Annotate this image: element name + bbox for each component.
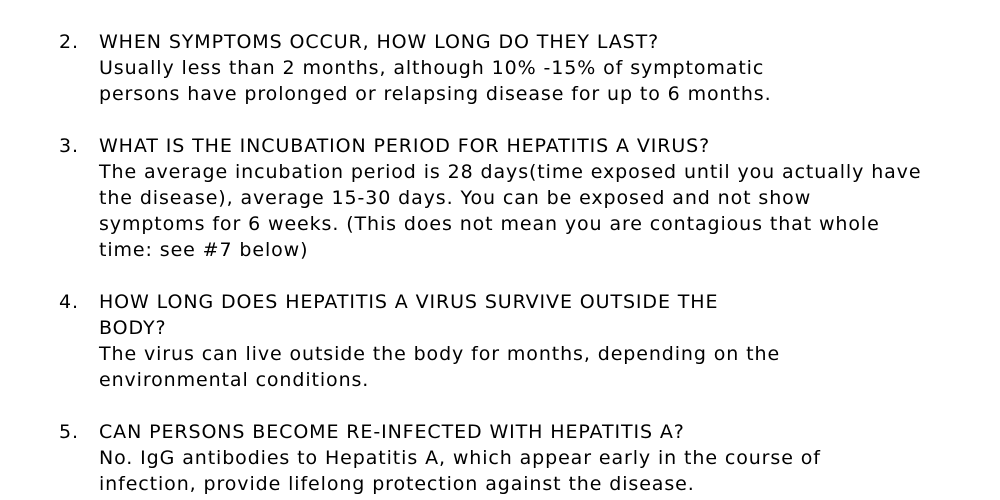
item-content: [99, 133, 999, 263]
answer-text: the disease), average 15-30 days. You can be exposed and not show: [99, 187, 812, 209]
answer-text: The virus can live outside the body for months, depending on the: [99, 343, 781, 365]
answer-text: time: see #7 below): [99, 239, 309, 261]
question-text: BODY?: [99, 317, 167, 339]
question-text: HOW LONG DOES HEPATITIS A VIRUS SURVIVE OUTSIDE THE: [99, 291, 719, 313]
item-content: [99, 419, 999, 497]
item-number: 5.: [59, 421, 79, 443]
answer-text: The average incubation period is 28 days(time exposed until you actually have: [99, 161, 922, 183]
item-number: 3.: [59, 135, 79, 157]
item-number: 2.: [59, 31, 79, 53]
answer-text: infection, provide lifelong protection against the disease.: [99, 473, 695, 495]
item-content: [99, 29, 999, 107]
question-text: WHEN SYMPTOMS OCCUR, HOW LONG DO THEY LAST?: [99, 31, 660, 53]
question-text: CAN PERSONS BECOME RE-INFECTED WITH HEPATITIS A?: [99, 421, 685, 443]
question-text: WHAT IS THE INCUBATION PERIOD FOR HEPATITIS A VIRUS?: [99, 135, 711, 157]
item-number: 4.: [59, 291, 79, 313]
answer-text: persons have prolonged or relapsing disease for up to 6 months.: [99, 83, 772, 105]
answer-text: Usually less than 2 months, although 10% -15% of symptomatic: [99, 57, 765, 79]
answer-text: No. IgG antibodies to Hepatitis A, which appear early in the course of: [99, 447, 821, 469]
answer-text: environmental conditions.: [99, 369, 370, 391]
item-content: [99, 289, 999, 393]
answer-text: symptoms for 6 weeks. (This does not mean you are contagious that whole: [99, 213, 880, 235]
